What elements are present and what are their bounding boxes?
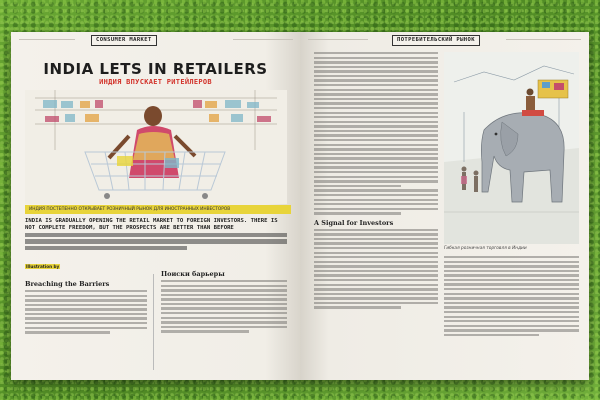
text-line xyxy=(314,229,438,231)
text-line xyxy=(161,285,287,287)
text-line xyxy=(314,93,438,95)
section-heading-ru: Поиски барьеры xyxy=(161,270,225,278)
text-line xyxy=(444,261,579,263)
credits-label: Illustration by xyxy=(26,264,60,269)
column-en xyxy=(314,52,438,311)
text-line xyxy=(314,252,438,254)
text-line xyxy=(314,189,438,191)
text-line xyxy=(444,274,579,276)
text-line xyxy=(314,297,438,299)
text-line xyxy=(314,84,438,86)
text-line xyxy=(314,284,438,286)
text-line xyxy=(161,307,287,309)
text-line xyxy=(314,176,438,178)
section-heading-en: Breaching the Barriers xyxy=(25,280,110,288)
lead-paragraph xyxy=(25,218,287,253)
text-line xyxy=(314,144,438,146)
text-line xyxy=(314,293,438,295)
text-line xyxy=(25,331,110,333)
header-rule-left xyxy=(308,39,368,40)
text-line xyxy=(314,98,438,100)
text-line xyxy=(444,265,579,267)
text-line xyxy=(314,130,438,132)
text-line xyxy=(314,199,438,201)
text-line xyxy=(25,327,147,329)
text-line xyxy=(314,112,438,114)
lead-line xyxy=(25,239,287,243)
text-line xyxy=(314,75,438,77)
column-divider xyxy=(153,274,154,370)
text-line xyxy=(314,134,438,136)
text-line xyxy=(161,330,249,332)
text-line xyxy=(314,89,438,91)
text-line xyxy=(314,61,438,63)
credits xyxy=(25,264,60,270)
text-line xyxy=(161,280,287,282)
text-line xyxy=(314,185,401,187)
text-line xyxy=(444,270,579,272)
text-line xyxy=(314,57,438,59)
text-line xyxy=(444,256,579,258)
text-line xyxy=(314,139,438,141)
text-line xyxy=(444,306,579,308)
text-line xyxy=(314,162,438,164)
elephant-illustration xyxy=(444,52,579,244)
text-line xyxy=(25,295,147,297)
text-line xyxy=(25,299,147,301)
column-en xyxy=(25,280,147,336)
article-title: INDIA LETS IN RETAILERS xyxy=(43,60,268,78)
article-subtitle: ИНДИЯ ВПУСКАЕТ РИТЕЙЛЕРОВ xyxy=(99,78,212,86)
header-rule-right xyxy=(506,39,581,40)
header-rule-right xyxy=(233,39,293,40)
text-line xyxy=(314,107,438,109)
text-line xyxy=(314,261,438,263)
header-rule-left xyxy=(19,39,75,40)
text-line xyxy=(314,288,438,290)
text-line xyxy=(314,279,438,281)
illustration-caption: Гибкая розничная торговля в Индии xyxy=(444,246,527,251)
text-line xyxy=(314,212,401,214)
text-line xyxy=(444,279,579,281)
lead-highlight-ru: ИНДИЯ ПОСТЕПЕННО ОТКРЫВАЕТ РОЗНИЧНЫЙ РЫНОК ДЛЯ ИНОСТРАННЫХ ИНВЕСТОРОВ xyxy=(25,205,291,214)
text-line xyxy=(161,289,287,291)
text-line xyxy=(314,302,438,304)
text-line xyxy=(314,79,438,81)
left-page xyxy=(11,32,300,380)
text-line xyxy=(314,66,438,68)
text-line xyxy=(314,238,438,240)
lead-line xyxy=(25,233,287,237)
text-line xyxy=(25,317,147,319)
text-line xyxy=(314,116,438,118)
text-line xyxy=(444,302,579,304)
column-ru xyxy=(444,256,579,338)
text-line xyxy=(314,194,438,196)
text-line xyxy=(444,288,579,290)
text-line xyxy=(161,298,287,300)
text-line xyxy=(161,303,287,305)
text-line xyxy=(161,321,287,323)
text-line xyxy=(444,311,579,313)
text-line xyxy=(314,265,438,267)
text-line xyxy=(314,270,438,272)
section-heading-en: A Signal for Investors xyxy=(314,218,394,227)
text-line xyxy=(314,180,438,182)
text-line xyxy=(25,322,147,324)
text-line xyxy=(314,247,438,249)
text-line xyxy=(444,329,579,331)
text-line xyxy=(444,325,579,327)
text-line xyxy=(314,203,438,205)
magazine-spread xyxy=(11,32,589,380)
text-line xyxy=(444,293,579,295)
text-line xyxy=(444,316,579,318)
text-line xyxy=(25,304,147,306)
text-line xyxy=(444,297,579,299)
supermarket-illustration xyxy=(25,90,287,204)
text-line xyxy=(314,153,438,155)
text-line xyxy=(314,102,438,104)
text-line xyxy=(25,308,147,310)
text-line xyxy=(444,334,539,336)
lead-line xyxy=(25,246,187,250)
text-line xyxy=(444,283,579,285)
text-line xyxy=(314,148,438,150)
text-line xyxy=(314,274,438,276)
text-line xyxy=(314,208,438,210)
text-line xyxy=(444,320,579,322)
right-page xyxy=(300,32,589,380)
text-line xyxy=(161,294,287,296)
text-line xyxy=(314,121,438,123)
text-line xyxy=(25,313,147,315)
text-line xyxy=(314,157,438,159)
text-line xyxy=(314,171,438,173)
text-line xyxy=(161,317,287,319)
text-line xyxy=(314,166,438,168)
text-line xyxy=(314,256,438,258)
text-line xyxy=(314,52,438,54)
section-tag: ПОТРЕБИТЕЛЬСКИЙ РЫНОК xyxy=(392,35,480,46)
text-line xyxy=(161,326,287,328)
text-line xyxy=(314,233,438,235)
section-tag: CONSUMER MARKET xyxy=(91,35,157,46)
column-ru xyxy=(161,270,287,335)
text-line xyxy=(314,70,438,72)
text-line xyxy=(314,242,438,244)
lead-text-en: INDIA IS GRADUALLY OPENING THE RETAIL MARKET TO FOREIGN INVESTORS. THERE IS NOT COMPLETE FREEDOM, BUT THE PROSPECTS ARE BETTER THAN BEFORE xyxy=(25,218,278,232)
text-line xyxy=(314,125,438,127)
text-line xyxy=(314,306,401,308)
text-line xyxy=(25,290,147,292)
text-line xyxy=(161,312,287,314)
